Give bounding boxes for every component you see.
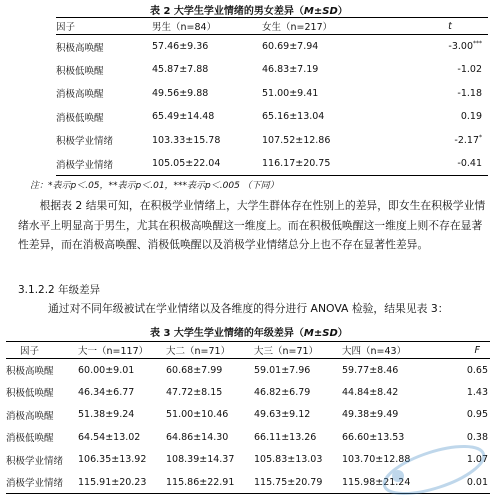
- row-t-value: -2.17: [454, 134, 479, 146]
- row-male: 57.46±9.36: [152, 41, 209, 52]
- row-factor: 消极高唤醒: [6, 410, 54, 422]
- row-f: 0.65: [466, 364, 488, 376]
- table-row: [56, 105, 488, 129]
- table2-title-suffix: ）: [337, 6, 348, 17]
- table2-header-row: [56, 18, 488, 35]
- row-f: 1.43: [466, 386, 488, 398]
- row-t: [412, 129, 488, 153]
- row-female: 46.83±7.19: [262, 64, 319, 76]
- row-factor: 消极低唤醒: [56, 112, 104, 124]
- table-row: [56, 58, 488, 82]
- row-female: 116.17±20.75: [262, 158, 331, 169]
- row-g2: 64.86±14.30: [166, 431, 229, 443]
- table3-title-prefix: 表 3 大学生学业情绪的年级差异（: [150, 328, 304, 339]
- row-g2: 108.39±14.37: [166, 454, 235, 466]
- table2-note: 注：*表示p＜.05，**表示p＜.01，***表示p＜.005 （下同）: [30, 181, 279, 191]
- row-male: 45.87±7.88: [152, 64, 209, 76]
- watermark-logo: [376, 436, 496, 496]
- table2-title-prefix: 表 2 大学生学业情绪的男女差异（: [150, 6, 304, 17]
- row-factor: 积极低唤醒: [6, 388, 54, 400]
- table-row: [6, 359, 490, 382]
- paragraph-1: [18, 196, 488, 255]
- table2-header-factor: 因子: [56, 22, 76, 33]
- row-male: 105.05±22.04: [152, 158, 221, 169]
- table-row: [56, 152, 488, 176]
- table-row: [6, 404, 490, 427]
- row-g3: 66.11±13.26: [254, 431, 317, 443]
- row-factor: 积极低唤醒: [56, 65, 104, 77]
- row-t-sig: ***: [473, 39, 482, 47]
- row-t: [412, 35, 488, 59]
- table3-header-g1: 大一（n=117）: [78, 346, 149, 357]
- table3-header-factor: 因子: [20, 346, 40, 357]
- table3-title-stat: M±SD: [303, 328, 338, 339]
- row-male: 103.33±15.78: [152, 134, 221, 146]
- row-g3: 46.82±6.79: [254, 386, 311, 398]
- row-g4: 66.60±13.53: [342, 431, 405, 443]
- row-g2: 60.68±7.99: [166, 364, 223, 376]
- row-g1: 64.54±13.02: [78, 431, 141, 443]
- row-female: 60.69±7.94: [262, 41, 319, 52]
- row-g1: 51.38±9.24: [78, 409, 135, 421]
- row-f: 0.95: [466, 409, 488, 421]
- row-g1: 106.35±13.92: [78, 454, 147, 466]
- row-female: 65.16±13.04: [262, 111, 325, 123]
- table3-header-row: [6, 342, 490, 359]
- row-g3: 49.63±9.12: [254, 409, 311, 421]
- table3-header-g2: 大二（n=71）: [166, 346, 231, 357]
- row-male: 65.49±14.48: [152, 111, 215, 123]
- table2-title-stat: M±SD: [303, 6, 338, 17]
- watermark-dot: [392, 470, 404, 482]
- row-f: 1.07: [466, 454, 488, 466]
- row-g2: 115.86±22.91: [166, 476, 235, 488]
- watermark-swirl: [379, 437, 489, 496]
- row-female: 51.00±9.41: [262, 87, 319, 99]
- paragraph-1-text: 根据表 2 结果可知，在积极学业情绪上，大学生群体存在性别上的差异，即女生在积极学业情绪水平上明显高于男生，尤其在积极高唤醒这一维度上。而在积极低唤醒这一维度上则不存在显著性差异，而在消极高唤醒、消极低唤醒以及消极学业情绪总分上也不存在显著性差异。: [18, 199, 486, 251]
- row-factor: 消极学业情绪: [6, 478, 64, 489]
- table-row: [56, 129, 488, 153]
- row-t-value: -0.41: [457, 158, 482, 169]
- row-g1: 60.00±9.01: [78, 364, 135, 376]
- row-factor: 积极学业情绪: [6, 455, 64, 467]
- row-f: 0.01: [466, 476, 488, 488]
- row-female: 107.52±12.86: [262, 134, 331, 146]
- row-g4: 103.70±12.88: [342, 454, 411, 466]
- row-t: [412, 82, 488, 106]
- row-g4: 44.84±8.42: [342, 386, 399, 398]
- table3-header-g4: 大四（n=43）: [342, 346, 407, 357]
- paragraph-2: 通过对不同年级被试在学业情绪以及各维度的得分进行 ANOVA 检验，结果见表 3：: [48, 302, 449, 315]
- row-factor: 消极学业情绪: [56, 159, 114, 171]
- row-t-sig: *: [479, 133, 482, 141]
- table-row: [56, 82, 488, 106]
- row-f: 0.38: [466, 431, 488, 443]
- section-heading: 3.1.2.2 年级差异: [18, 284, 101, 296]
- row-male: 49.56±9.88: [152, 87, 209, 99]
- row-g1: 46.34±6.77: [78, 386, 135, 398]
- table2-header-male: 男生（n=84）: [152, 22, 217, 33]
- row-g4: 115.98±21.24: [342, 476, 411, 488]
- table2-title: [150, 2, 348, 17]
- row-factor: 积极学业情绪: [56, 136, 114, 148]
- row-g3: 59.01±7.96: [254, 364, 311, 376]
- row-g2: 51.00±10.46: [166, 409, 229, 421]
- table2-header-t: t: [448, 20, 452, 32]
- table2-header-female: 女生（n=217）: [262, 22, 333, 33]
- row-t: [412, 152, 488, 176]
- table2: [56, 17, 488, 176]
- row-g1: 115.91±20.23: [78, 476, 147, 488]
- row-g4: 59.77±8.46: [342, 364, 399, 376]
- table-row: [56, 35, 488, 59]
- row-t-value: -3.00: [448, 41, 473, 52]
- row-t: [412, 105, 488, 129]
- row-t-value: 0.19: [460, 111, 482, 123]
- row-factor: 消极低唤醒: [6, 433, 54, 445]
- row-factor: 积极高唤醒: [56, 42, 104, 54]
- row-t: [412, 58, 488, 82]
- table3-header-f: F: [474, 344, 480, 356]
- row-factor: 积极高唤醒: [6, 366, 54, 377]
- row-factor: 消极高唤醒: [56, 89, 104, 101]
- row-g3: 115.75±20.79: [254, 476, 323, 488]
- row-g2: 47.72±8.15: [166, 386, 223, 398]
- table3-header-g3: 大三（n=71）: [254, 346, 319, 357]
- row-t-value: -1.18: [457, 87, 482, 99]
- table3-title-suffix: ）: [337, 328, 348, 339]
- row-g4: 49.38±9.49: [342, 409, 399, 421]
- table-row: [6, 381, 490, 404]
- row-g3: 105.83±13.03: [254, 454, 323, 466]
- table3-title: [150, 324, 348, 339]
- row-t-value: -1.02: [457, 64, 482, 76]
